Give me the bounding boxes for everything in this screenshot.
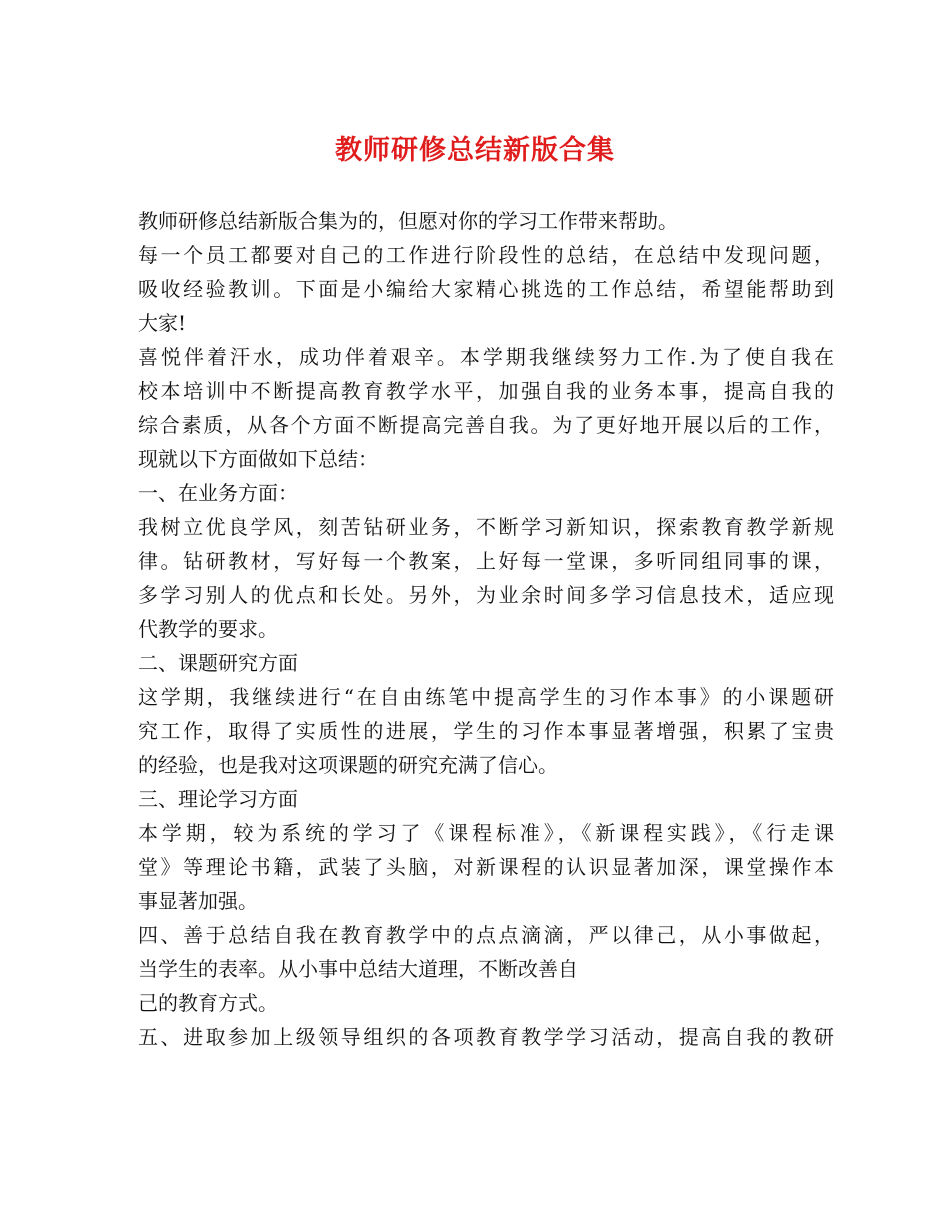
paragraph-line: 本学期，较为系统的学习了《课程标准》，《新课程实践》，《行走课 — [138, 821, 834, 845]
paragraph-line: 事显著加强。 — [138, 889, 258, 913]
paragraph-line: 吸收经验教训。下面是小编给大家精心挑选的工作总结，希望能帮助到 — [138, 277, 834, 301]
paragraph-line: 四、善于总结自我在教育教学中的点点滴滴，严以律己，从小事做起， — [138, 923, 834, 947]
document-title: 教师研修总结新版合集 — [335, 135, 615, 166]
paragraph-line: 校本培训中不断提高教育教学水平，加强自我的业务本事，提高自我的 — [138, 379, 834, 403]
paragraph-line: 教师研修总结新版合集为的，但愿对你的学习工作带来帮助。 — [138, 209, 678, 233]
paragraph-line: 多学习别人的优点和长处。另外，为业余时间多学习信息技术，适应现 — [138, 583, 834, 607]
paragraph-line: 律。钻研教材，写好每一个教案，上好每一堂课，多听同组同事的课， — [138, 549, 834, 573]
paragraph-line: 现就以下方面做如下总结： — [138, 447, 378, 471]
paragraph-line: 我树立优良学风，刻苦钻研业务，不断学习新知识，探索教育教学新规 — [138, 515, 834, 539]
section-heading: 三、理论学习方面 — [138, 787, 298, 811]
section-heading: 二、课题研究方面 — [138, 651, 298, 675]
paragraph-line: 的经验，也是我对这项课题的研究充满了信心。 — [138, 753, 558, 777]
paragraph-line: 这学期，我继续进行“在自由练笔中提高学生的习作本事》的小课题研 — [138, 685, 834, 709]
section-heading: 一、在业务方面： — [138, 481, 298, 505]
paragraph-line: 每一个员工都要对自己的工作进行阶段性的总结，在总结中发现问题， — [138, 243, 834, 267]
paragraph-line: 大家! — [138, 311, 187, 335]
paragraph-line: 堂》等理论书籍，武装了头脑，对新课程的认识显著加深，课堂操作本 — [138, 855, 834, 879]
document-body — [138, 204, 834, 1054]
paragraph-line: 五、进取参加上级领导组织的各项教育教学学习活动，提高自我的教研 — [138, 1025, 834, 1049]
paragraph-line: 当学生的表率。从小事中总结大道理，不断改善自 — [138, 957, 578, 981]
paragraph-line: 究工作，取得了实质性的进展，学生的习作本事显著增强，积累了宝贵 — [138, 719, 834, 743]
paragraph-line: 代教学的要求。 — [138, 617, 278, 641]
paragraph-line: 综合素质，从各个方面不断提高完善自我。为了更好地开展以后的工作， — [138, 413, 834, 437]
paragraph-line: 己的教育方式。 — [138, 991, 278, 1015]
paragraph-line: 喜悦伴着汗水，成功伴着艰辛。本学期我继续努力工作.为了使自我在 — [138, 345, 834, 369]
